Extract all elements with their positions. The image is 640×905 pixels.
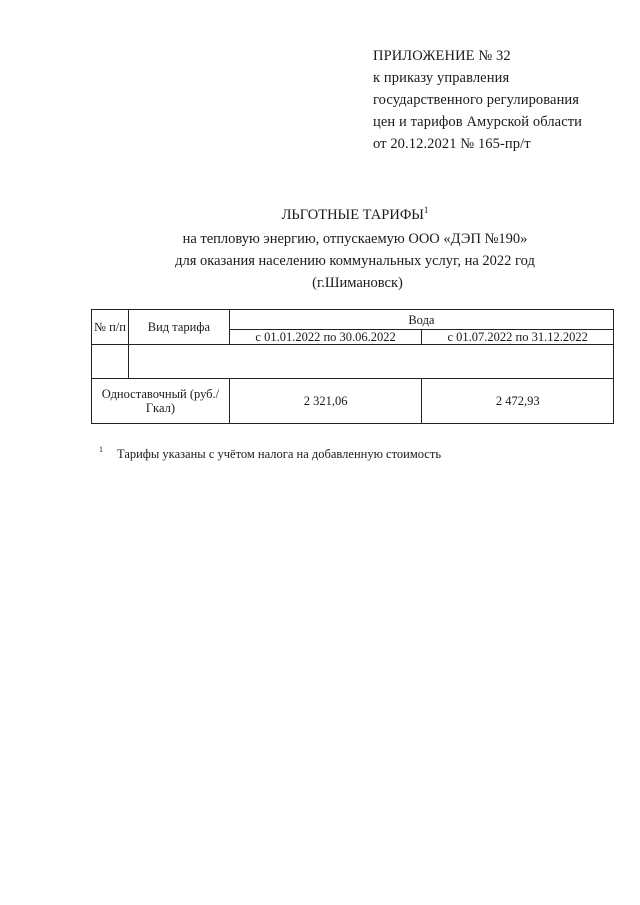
appendix-authority-line-2: цен и тарифов Амурской области	[373, 114, 583, 130]
table-row	[92, 379, 614, 424]
title-footnote-mark: 1	[423, 205, 429, 215]
header-number: № п/п	[92, 310, 129, 345]
row-value-period-2: 2 472,93	[422, 379, 614, 424]
table-header-row	[92, 310, 614, 330]
header-period-2: с 01.07.2022 по 31.12.2022	[422, 330, 614, 345]
header-group-water: Вода	[229, 310, 613, 330]
tariff-table	[91, 309, 614, 424]
document-title	[70, 199, 640, 226]
subtitle-line-3: (г.Шимановск)	[312, 274, 403, 291]
subtitle-line-2: для оказания населению коммунальных услуг, на 2022 год	[175, 252, 535, 269]
subtitle-line-1: на тепловую энергию, отпускаемую ООО «ДЭП №190»	[182, 230, 528, 247]
empty-cell-number	[92, 345, 129, 379]
appendix-order-date: от 20.12.2021 № 165-пр/т	[373, 136, 531, 152]
document-title-text: ЛЬГОТНЫЕ ТАРИФЫ	[281, 206, 424, 223]
footnote	[99, 442, 441, 462]
table-empty-row	[92, 345, 614, 379]
row-tariff-kind: Одноставочный (руб./Гкал)	[92, 379, 230, 424]
appendix-number: ПРИЛОЖЕНИЕ № 32	[373, 48, 511, 64]
row-value-period-1: 2 321,06	[229, 379, 422, 424]
header-period-1: с 01.01.2022 по 30.06.2022	[229, 330, 422, 345]
appendix-authority-line-1: государственного регулирования	[373, 92, 580, 108]
appendix-order-line: к приказу управления	[373, 70, 510, 86]
header-tariff-kind: Вид тарифа	[128, 310, 229, 345]
appendix-header	[373, 45, 623, 155]
footnote-text: Тарифы указаны с учётом налога на добавленную стоимость	[117, 447, 442, 461]
document-title-block	[0, 199, 640, 294]
empty-cell-span	[128, 345, 613, 379]
footnote-mark: 1	[99, 445, 103, 454]
